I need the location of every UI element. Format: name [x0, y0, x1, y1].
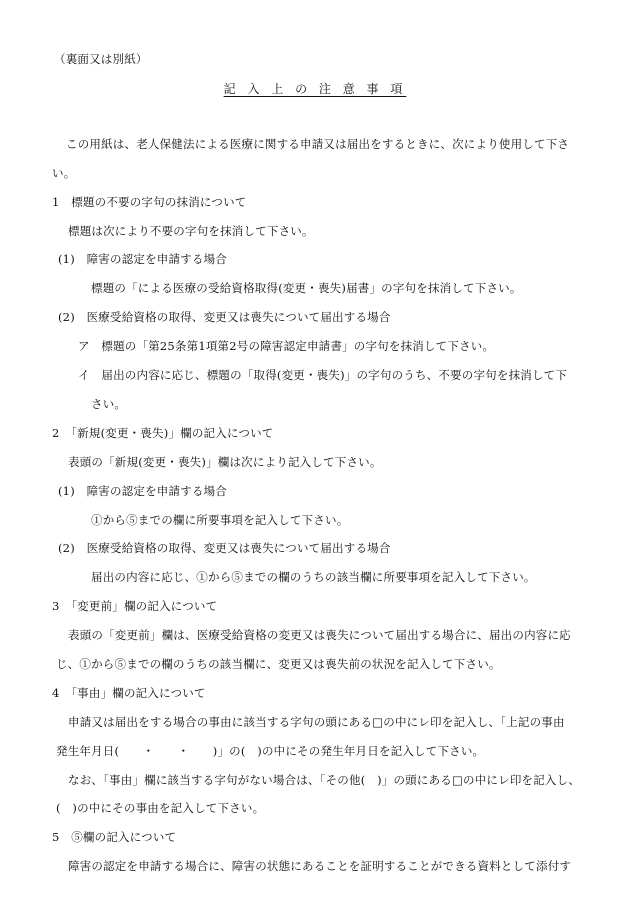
section-1-item-2-a: ア 標題の「第25条第1項第2号の障害認定申請書」の字句を抹消して下さい。	[78, 339, 495, 353]
section-1-heading: 1 標題の不要の字句の抹消について	[52, 195, 247, 209]
section-1-item-2-i-cont: さい。	[91, 397, 127, 411]
section-4-text-4: ( )の中にその事由を記入して下さい。	[56, 801, 265, 815]
section-2-text: 表頭の「新規(変更・喪失)」欄は次により記入して下さい。	[68, 455, 382, 469]
section-4-heading: 4 「事由」欄の記入について	[52, 686, 206, 700]
section-3-text-2: じ、①から⑤までの欄のうちの該当欄に、変更又は喪失前の状況を記入して下さい。	[56, 657, 501, 671]
section-4-text-3: なお、「事由」欄に該当する字句がない場合は、「その他( )」の頭にある□の中にレ印を記入し、	[68, 773, 581, 787]
section-3-text-1: 表頭の「変更前」欄は、医療受給資格の変更又は喪失について届出する場合に、届出の内容に応	[68, 628, 571, 642]
section-2-item-1-heading: (1) 障害の認定を申請する場合	[58, 484, 227, 498]
document-title	[0, 80, 630, 97]
section-1-item-1-text: 標題の「による医療の受給資格取得(変更・喪失)届書」の字句を抹消して下さい。	[91, 281, 522, 295]
title-text: 記 入 上 の 注 意 事 項	[223, 82, 407, 96]
section-5-heading: 5 ⑤欄の記入について	[52, 830, 177, 844]
section-2-item-1-text: ①から⑤までの欄に所要事項を記入して下さい。	[91, 513, 349, 527]
section-2-item-2-text: 届出の内容に応じ、①から⑤までの欄のうちの該当欄に所要事項を記入して下さい。	[91, 570, 536, 584]
intro-line-2: い。	[52, 166, 76, 180]
section-1-text: 標題は次により不要の字句を抹消して下さい。	[68, 224, 314, 238]
section-5-text-1: 障害の認定を申請する場合に、障害の状態にあることを証明することができる資料として添付す	[68, 859, 572, 873]
section-4-text-1: 申請又は届出をする場合の事由に該当する字句の頭にある□の中にレ印を記入し、「上記の事由	[68, 715, 565, 729]
intro-line-1: この用紙は、老人保健法による医療に関する申請又は届出をするときに、次により使用して下さ	[66, 137, 570, 151]
section-2-item-2-heading: (2) 医療受給資格の取得、変更又は喪失について届出する場合	[58, 541, 391, 555]
section-3-heading: 3 「変更前」欄の記入について	[52, 599, 218, 613]
section-4-text-2: 発生年月日( ・ ・ )」の( )の中にその発生年月日を記入して下さい。	[56, 744, 485, 758]
section-1-item-1-heading: (1) 障害の認定を申請する場合	[58, 252, 227, 266]
header-note: （裏面又は別紙）	[54, 52, 148, 66]
section-1-item-2-i: イ 届出の内容に応じ、標題の「取得(変更・喪失)」の字句のうち、不要の字句を抹消して下	[78, 368, 568, 382]
section-1-item-2-heading: (2) 医療受給資格の取得、変更又は喪失について届出する場合	[58, 310, 391, 324]
section-2-heading: 2 「新規(変更・喪失)」欄の記入について	[52, 426, 274, 440]
